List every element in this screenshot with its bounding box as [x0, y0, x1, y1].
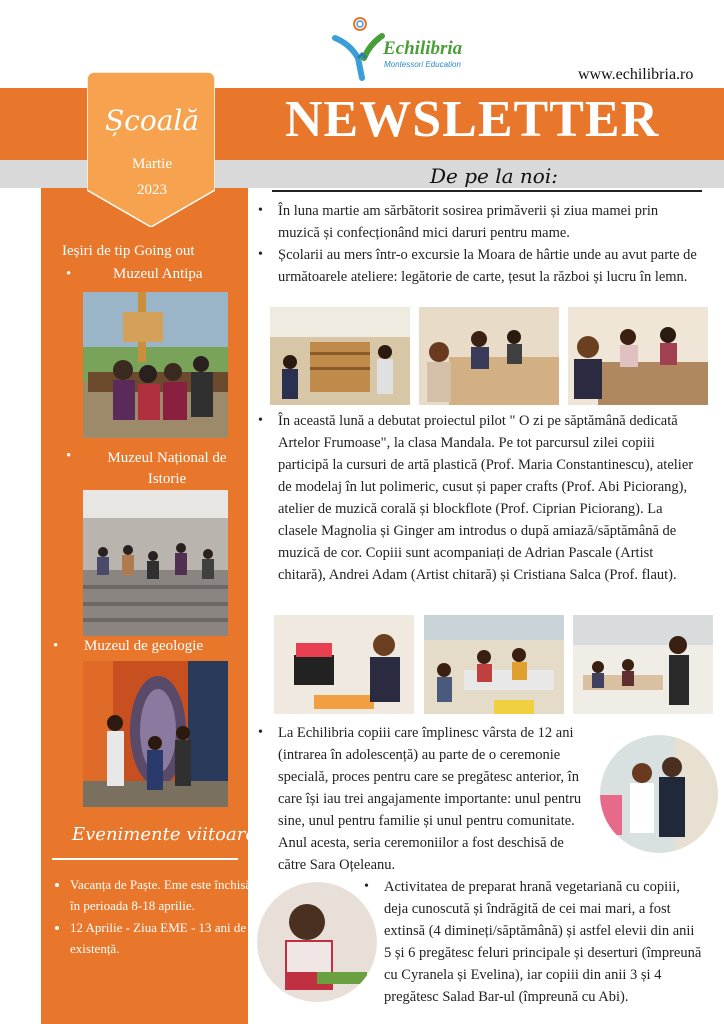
logo-subtitle: Montessori Education: [384, 60, 461, 69]
tab-month: Martie: [132, 156, 172, 172]
news-item: • La Echilibria copiii care împlinesc vârsta de 12 ani (intrarea în adolescență) au parte de o ceremonie specială, proces pentru care se pregătesc anterior, în care își iau trei angajamente importante: unul pentru sine, unul pentru familie și unul pentru comunitate. Anul acesta, seria ceremoniilor a fost deschisă de către Sara Oțeleanu.: [256, 722, 592, 876]
photo-arte-2: [424, 615, 564, 714]
photo-moara-3: [568, 307, 708, 405]
photo-hrana: [257, 882, 377, 1002]
logo-name: Echilibria: [383, 38, 463, 59]
sidebar-item-istorie: Muzeul Național de Istorie: [107, 450, 227, 487]
photo-moara-1: [270, 307, 410, 405]
photo-moara-2: [419, 307, 559, 405]
news-item: • Școlarii au mers într-o excursie la Moara de hârtie unde au avut parte de următoarele ateliere: legătorie de carte, țesut la război și lucru în lemn.: [256, 244, 701, 288]
newsletter-title: NEWSLETTER: [285, 91, 660, 148]
photo-ceremonie: [600, 735, 718, 853]
sidebar-item-geologie: Muzeul de geologie: [84, 638, 204, 654]
bullet: •: [66, 448, 72, 464]
photo-arte-1: [274, 615, 414, 714]
events-title: Evenimente viitoare:: [72, 824, 263, 845]
news-block-3: [256, 722, 592, 876]
photo-antipa: [83, 292, 228, 438]
photo-muzeul-istorie: [83, 490, 228, 636]
news-item: • Activitatea de preparat hrană vegetariană cu copiii, deja cunoscută și îndrăgită de cei mai mari, a fost extinsă (4 dimineți/săptămână) și astfel elevii din anii 5 și 6 pregătesc feluri principale și deserturi (împreună cu Cyranela și Evelina), iar copiii din anii 3 și 4 pregătesc Salad Bar-ul (împreună cu Abi).: [362, 876, 704, 1008]
section-subhead: De pe la noi:: [430, 164, 558, 188]
photo-muzeul-geologie: [83, 661, 228, 807]
news-block-4: [362, 876, 704, 1008]
event-item: • 12 Aprilie - Ziua EME - 13 ani de existență.: [70, 917, 260, 959]
sidebar-heading: Ieșiri de tip Going out: [62, 243, 195, 259]
section-rule: [272, 190, 702, 192]
news-block-2: [256, 410, 701, 586]
sidebar-item-antipa: Muzeul Antipa: [113, 266, 203, 282]
events-list: [52, 874, 260, 960]
news-item: • În această lună a debutat proiectul pilot " O zi pe săptămână dedicată Artelor Frumoase", la clasa Mandala. Pe tot parcursul zilei copiii participă la cursuri de artă plastică (Prof. Maria Constantinescu), atelier de modelaj în lut polimeric, cusut și paper crafts (Prof. Abi Piciorang), atelier de muzică corală și blockflote (Prof. Ciprian Piciorang). La clasele Magnolia și Ginger am introdus o după amiază/săptămână de muzică de cor. Copiii sunt acompaniați de Adrian Pascale (Artist chitară), Andrei Adam (Artist chitară) și Cristiana Salca (Prof. flaut).: [256, 410, 701, 586]
bullet: •: [66, 266, 72, 282]
news-block-1: [256, 200, 701, 288]
events-divider: [52, 858, 238, 860]
bullet: •: [53, 638, 59, 654]
photo-arte-3: [573, 615, 713, 714]
event-item: • Vacanța de Paște. Eme este închisă în perioada 8-18 aprilie.: [70, 874, 260, 916]
tab-year: 2023: [137, 182, 167, 198]
news-item: • În luna martie am sărbătorit sosirea primăverii și ziua mamei prin muzică și confecționând mici daruri pentru mame.: [256, 200, 701, 244]
tab-title: Școală: [104, 104, 200, 137]
title-tab: [87, 72, 215, 227]
website-url[interactable]: www.echilibria.ro: [578, 66, 694, 83]
